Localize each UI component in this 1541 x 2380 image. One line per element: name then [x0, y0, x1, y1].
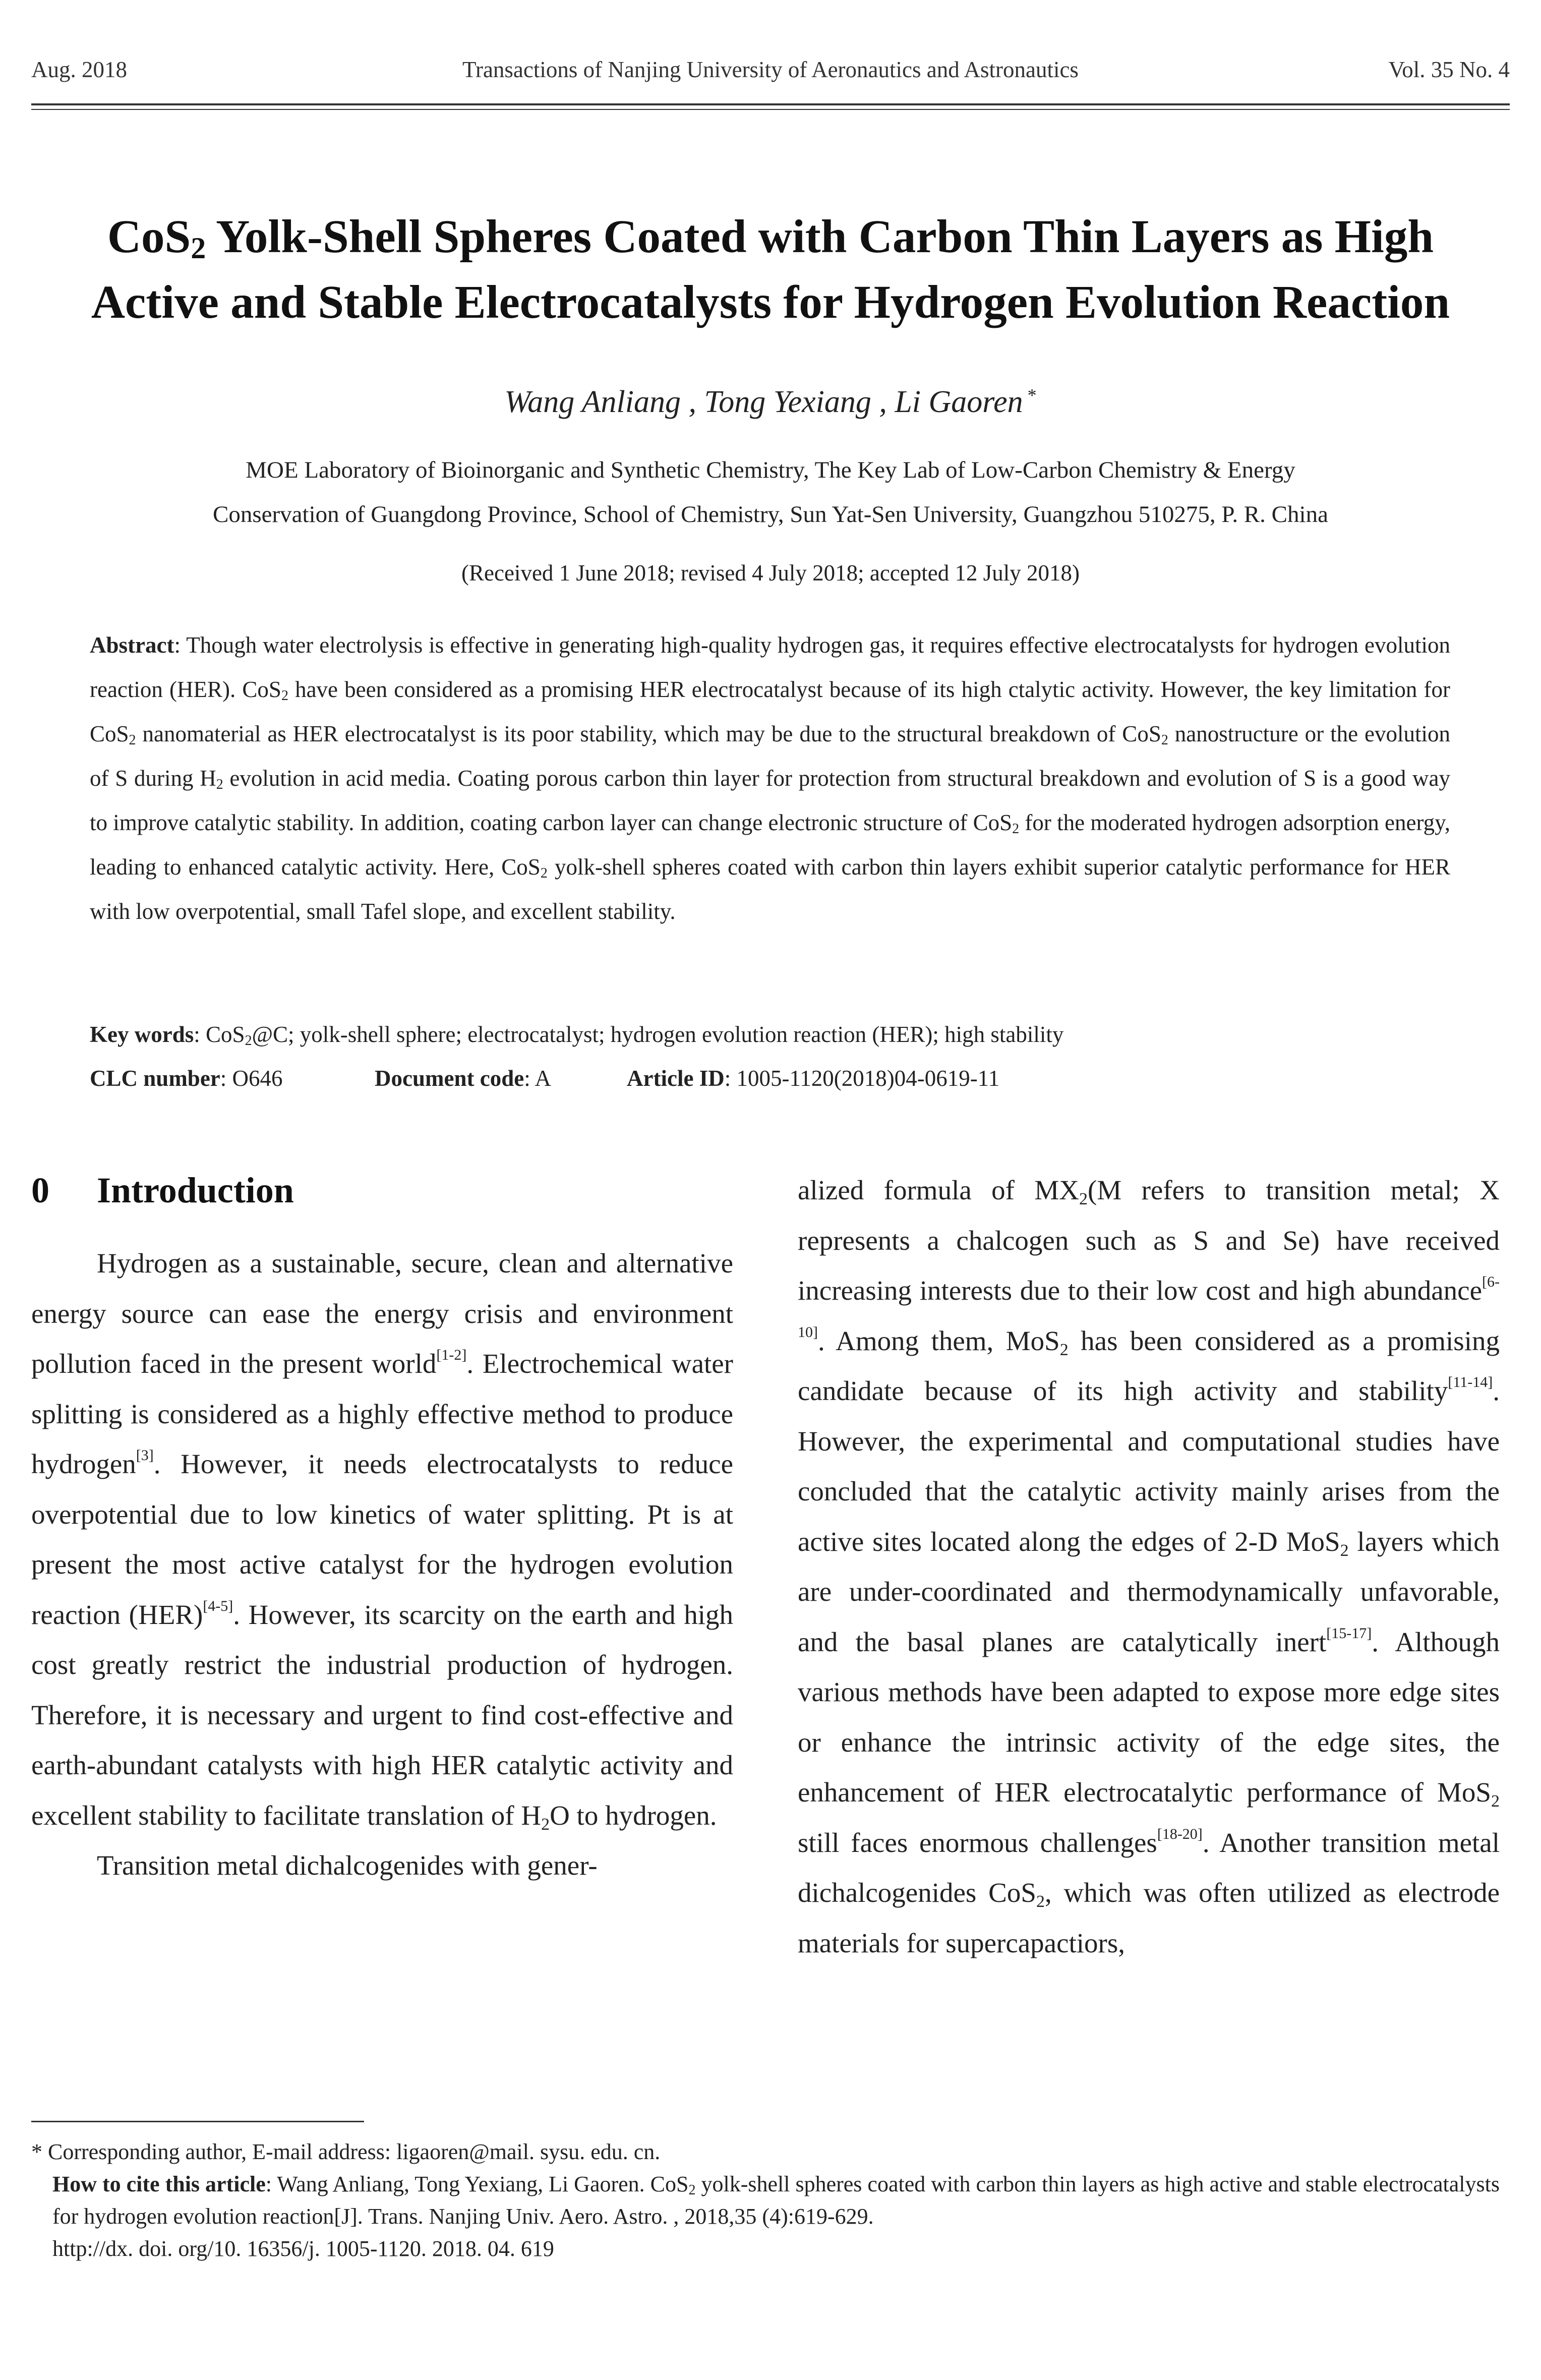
clc-value: O646 [232, 1066, 283, 1091]
volume-number: Vol. 35 No. 4 [1388, 57, 1510, 82]
classification-line: CLC number: O646 Document code: A Article ID: 1005-1120(2018)04-0619-11 [90, 1066, 1000, 1091]
title-line-2: Active and Stable Electrocatalysts for Hydrogen Evolution Reaction [91, 276, 1450, 328]
corresponding-author-note: * Corresponding author, E-mail address: ligaoren@mail. sysu. edu. cn. [31, 2139, 661, 2164]
section-number: 0 [31, 1170, 49, 1210]
corresponding-mark: * [1023, 385, 1037, 405]
received-dates: (Received 1 June 2018; revised 4 July 2018; accepted 12 July 2018) [461, 560, 1080, 586]
citation: [15-17] [1326, 1624, 1372, 1642]
footnote-rule [31, 2121, 364, 2122]
section-heading [31, 1165, 733, 1215]
intro-paragraph-1: Hydrogen as a sustainable, secure, clean and alternative energy source can ease the energy crisis and environment pollution faced in the present world[1-2]. Electrochemical water splitting is considered as a highly effective method to produce hydrogen[3]. However, it needs electrocatalysts to reduce overpotential due to low kinetics of water splitting. Pt is at present the most active catalyst for the hydrogen evolution reaction (HER)[4-5]. However, its scarcity on the earth and high cost greatly restrict the industrial production of hydrogen. Therefore, it is necessary and urgent to find cost-effective and earth-abundant catalysts with high HER catalytic activity and excellent stability to facilitate translation of $H_2O$ to hydrogen. [31, 1248, 733, 1834]
citation: [3] [136, 1447, 154, 1464]
title-line-1: CoS$_2$ Yolk-Shell Spheres Coated with Carbon Thin Layers as High [107, 211, 1434, 265]
keywords-label: Key words [90, 1022, 194, 1047]
citation: [6-10] [798, 1273, 1500, 1341]
keywords: Key words: CoS$_2$@C; yolk-shell sphere; electrocatalyst; hydrogen evolution reaction (HER); high stability [90, 1022, 1064, 1049]
citation-note: How to cite this article: Wang Anliang, Tong Yexiang, Li Gaoren. CoS$_2$ yolk-shell spheres coated with carbon thin layers as high active and stable electrocatalysts for hydrogen evolution reaction[J]. Trans. Nanjing Univ. Aero. Astro. , 2018,35 (4):619-629. [52, 2172, 1500, 2229]
header-rule-thin [31, 109, 1510, 110]
intro-paragraph-2: Transition metal dichalcogenides with gener- [97, 1850, 598, 1881]
doi-link[interactable]: http://dx. doi. org/10. 16356/j. 1005-1120. 2018. 04. 619 [52, 2236, 554, 2261]
citation: [1-2] [436, 1347, 467, 1363]
citation: [18-20] [1157, 1825, 1203, 1842]
issue-date: Aug. 2018 [31, 57, 127, 82]
running-header [31, 56, 1510, 87]
header-rule-thick [31, 103, 1510, 105]
intro-paragraph-2-cont: alized formula of $MX_2(M$ refers to transition metal; X represents a chalcogen such as S and Se) have received increasing interests due to their low cost and high abundance[6-10]. Among them, MoS$_2$ has been considered as a promising candidate because of its high activity and stability[11-14]. However, the experimental and computational studies have concluded that the catalytic activity mainly arises from the active sites located along the edges of 2-D MoS$_2$ layers which are under-coordinated and thermodynamically unfavorable, and the basal planes are catalytically inert[15-17]. Although various methods have been adapted to expose more edge sites or enhance the intrinsic activity of the edge sites, the enhancement of HER electrocatalytic performance of MoS$_2$ still faces enormous challenges[18-20]. Another transition metal dichalcogenides CoS$_2$, which was often utilized as electrode materials for supercapactiors, [798, 1175, 1500, 1958]
left-column [31, 1165, 733, 1891]
abstract: Abstract: Though water electrolysis is effective in generating high-quality hydrogen gas, it requires effective electrocatalysts for hydrogen evolution reaction (HER). CoS$_2$ have been considered as a promising HER electrocatalyst because of its high ctalytic activity. However, the key limitation for CoS$_2$ nanomaterial as HER electrocatalyst is its poor stability, which may be due to the structural breakdown of CoS$_2$ nanostructure or the evolution of S during $H_2$ evolution in acid media. Coating porous carbon thin layer for protection from structural breakdown and evolution of S is a good way to improve catalytic stability. In addition, coating carbon layer can change electronic structure of CoS$_2$ for the moderated hydrogen adsorption energy, leading to enhanced catalytic activity. Here, CoS$_2$ yolk-shell spheres coated with carbon thin layers exhibit superior catalytic performance for HER with low overpotential, small Tafel slope, and excellent stability. [90, 632, 1451, 924]
paper-title [30, 204, 1511, 335]
section-title: Introduction [97, 1170, 294, 1210]
author-list: Wang Anliang , Tong Yexiang , Li Gaoren * [504, 385, 1037, 419]
document-code: A [535, 1066, 550, 1091]
journal-name: Transactions of Nanjing University of Aeronautics and Astronautics [462, 57, 1079, 82]
right-column [798, 1165, 1500, 1968]
citation: [11-14] [1448, 1374, 1493, 1390]
footnotes [31, 2136, 1510, 2265]
affiliation: MOE Laboratory of Bioinorganic and Synthetic Chemistry, The Key Lab of Low-Carbon Chemistry & Energy Conservation of Guangdong Province, School of Chemistry, Sun Yat-Sen University, Guangzhou 510275, P. R. China [213, 457, 1328, 528]
article-id: 1005-1120(2018)04-0619-11 [736, 1066, 1000, 1091]
abstract-label: Abstract [90, 632, 174, 658]
citation: [4-5] [203, 1597, 233, 1614]
